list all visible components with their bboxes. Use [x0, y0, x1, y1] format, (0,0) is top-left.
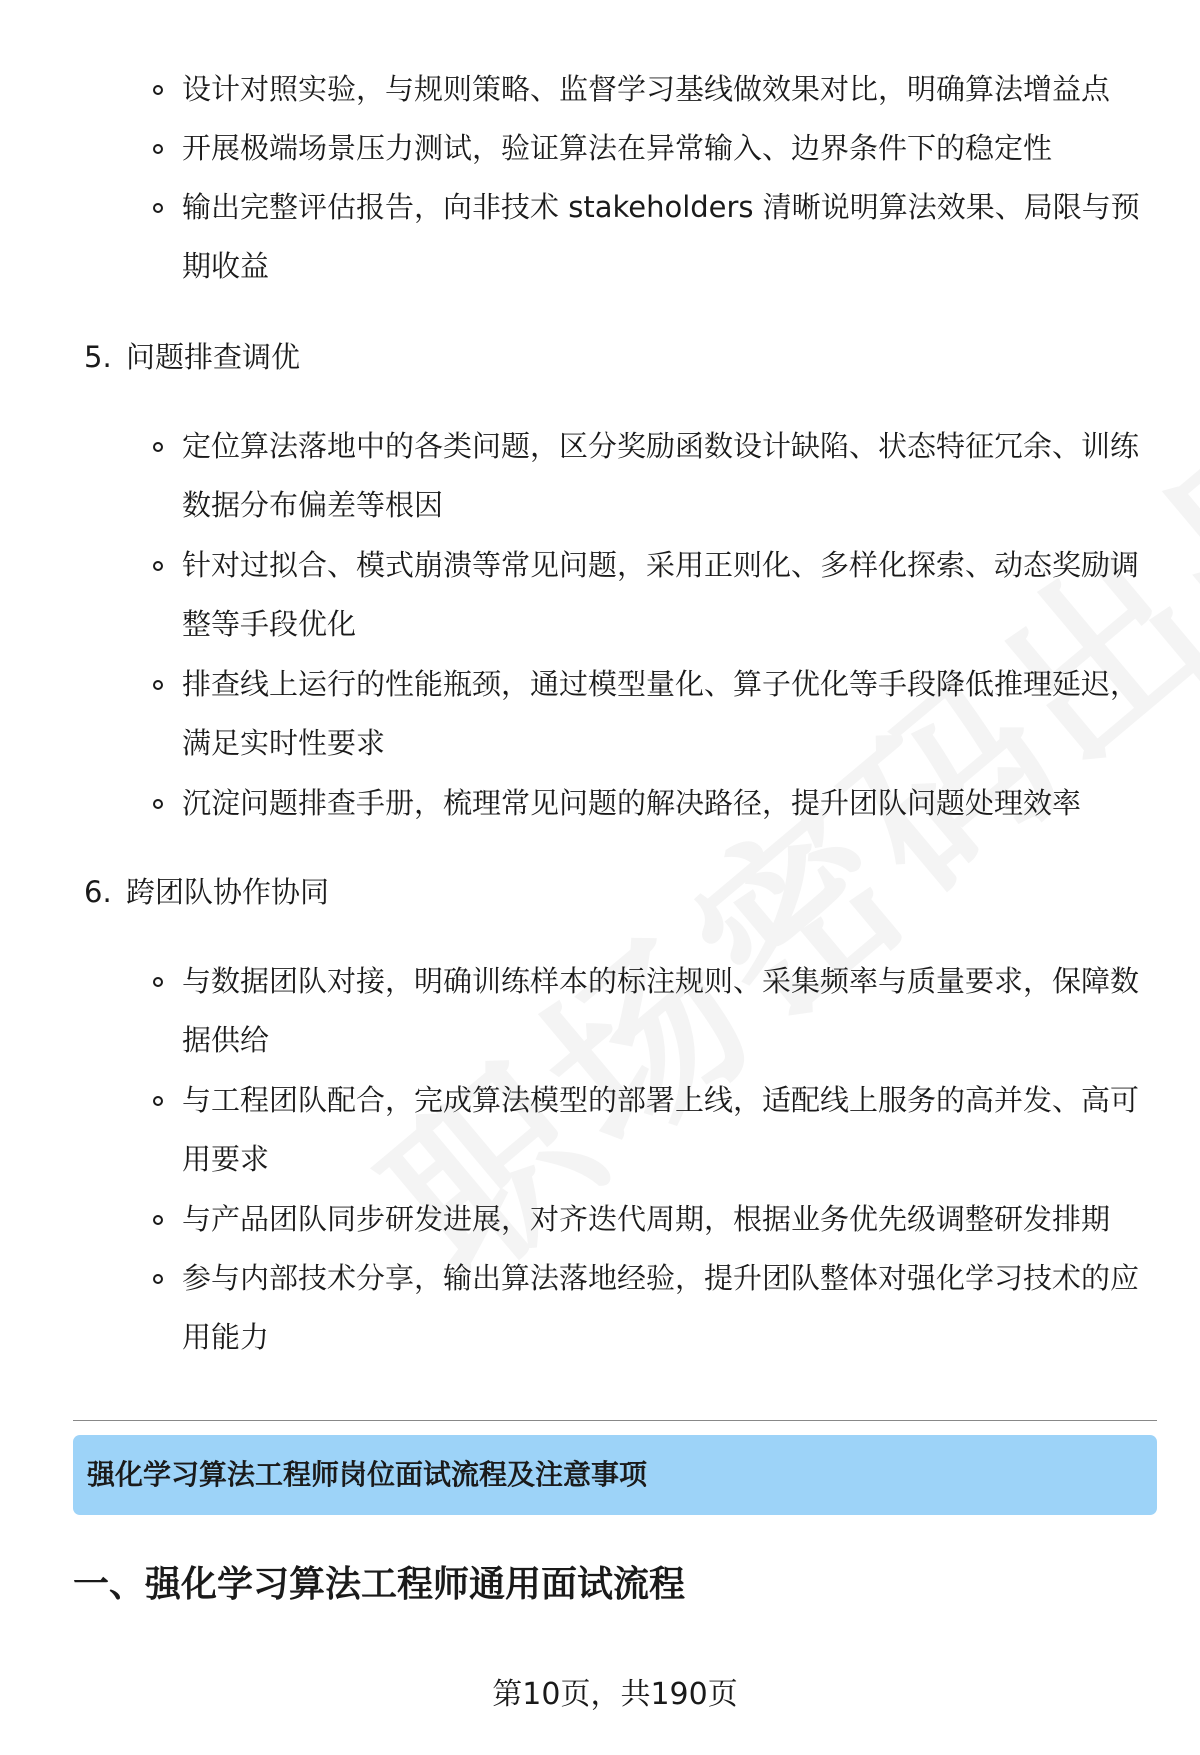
list-item: 与工程团队配合，完成算法模型的部署上线，适配线上服务的高并发、高可用要求 [182, 1071, 1157, 1189]
section-6-heading [84, 872, 329, 912]
list-item: 定位算法落地中的各类问题，区分奖励函数设计缺陷、状态特征冗余、训练数据分布偏差等根因 [182, 417, 1157, 535]
section-title: 跨团队协作协同 [126, 875, 330, 909]
list-item: 参与内部技术分享，输出算法落地经验，提升团队整体对强化学习技术的应用能力 [182, 1249, 1157, 1367]
section-number: 6. [84, 875, 112, 909]
divider [73, 1420, 1157, 1421]
list-item: 输出完整评估报告，向非技术 stakeholders 清晰说明算法效果、局限与预期收益 [182, 178, 1157, 296]
list-item: 设计对照实验，与规则策略、监督学习基线做效果对比，明确算法增益点 [182, 60, 1157, 119]
section-banner: 强化学习算法工程师岗位面试流程及注意事项 [73, 1435, 1157, 1515]
section-5-heading [84, 337, 300, 377]
list-item: 开展极端场景压力测试，验证算法在异常输入、边界条件下的稳定性 [182, 119, 1157, 178]
list-item: 与产品团队同步研发进展，对齐迭代周期，根据业务优先级调整研发排期 [182, 1190, 1157, 1249]
list-item: 排查线上运行的性能瓶颈，通过模型量化、算子优化等手段降低推理延迟，满足实时性要求 [182, 655, 1157, 773]
list-item: 针对过拟合、模式崩溃等常见问题，采用正则化、多样化探索、动态奖励调整等手段优化 [182, 536, 1157, 654]
section-heading: 一、强化学习算法工程师通用面试流程 [73, 1564, 686, 1605]
page-footer: 第10页，共190页 [492, 1677, 738, 1712]
list-item: 沉淀问题排查手册，梳理常见问题的解决路径，提升团队问题处理效率 [182, 774, 1157, 833]
section-number: 5. [84, 340, 112, 374]
section-title: 问题排查调优 [126, 340, 301, 374]
list-item: 与数据团队对接，明确训练样本的标注规则、采集频率与质量要求，保障数据供给 [182, 952, 1157, 1070]
